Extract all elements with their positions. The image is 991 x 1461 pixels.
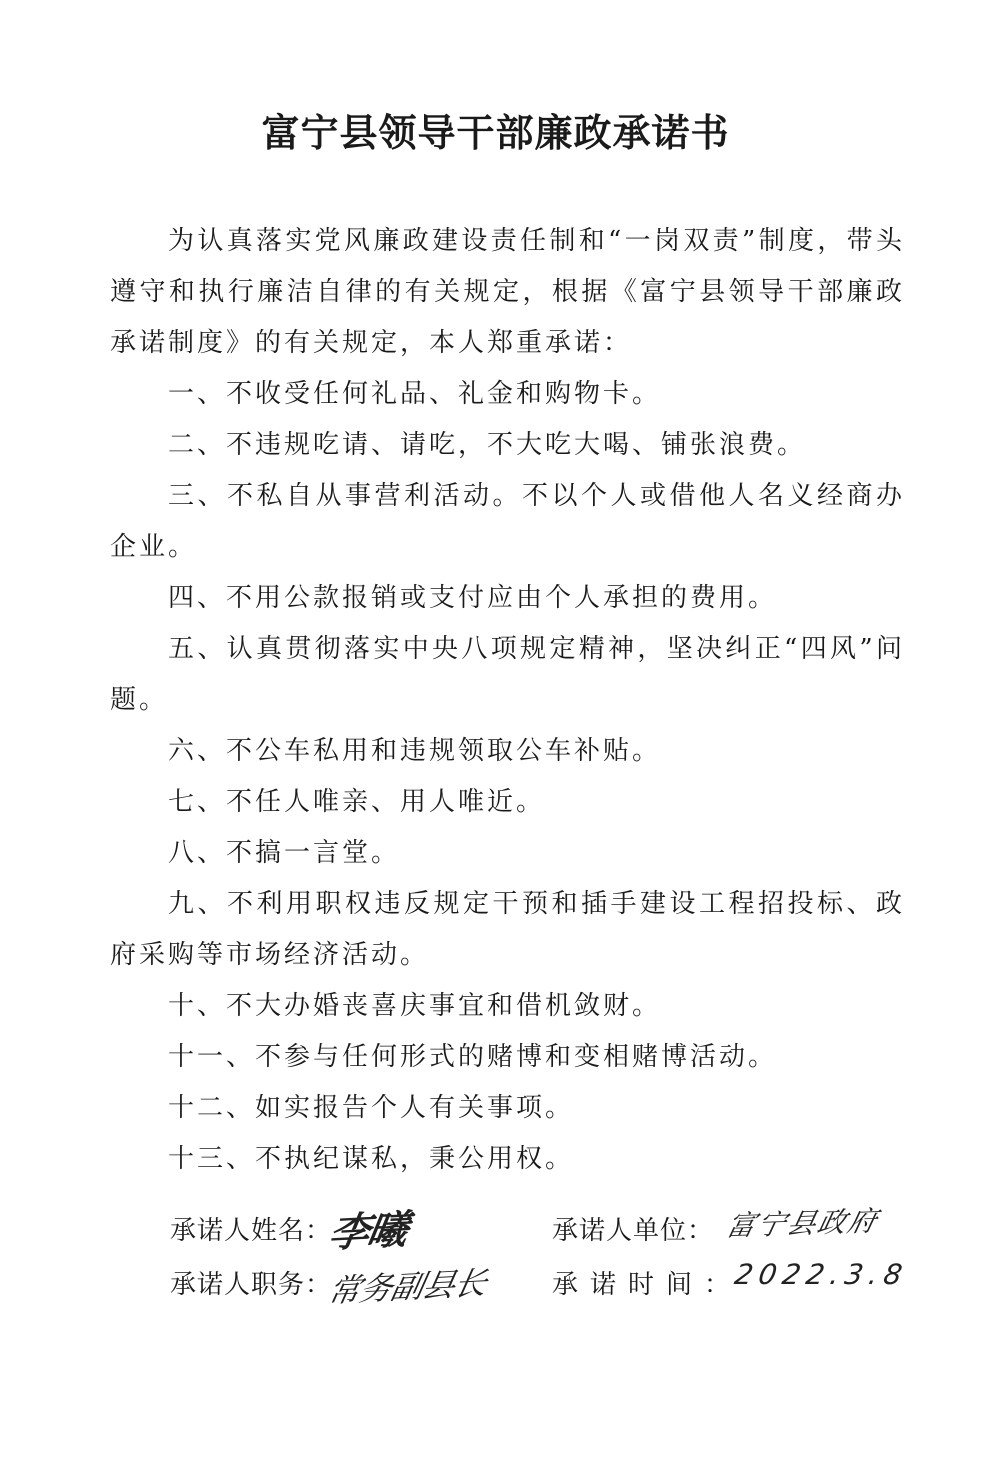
position-label: 承诺人职务： [170, 1270, 333, 1300]
time-label: 承诺时间： [552, 1270, 743, 1300]
commitment-item-1: 一、不收受任何礼品、礼金和购物卡。 [168, 379, 662, 409]
commitment-item-12: 十二、如实报告个人有关事项。 [168, 1093, 575, 1123]
commitment-body [110, 216, 905, 1185]
commitment-item-3: 三、不私自从事营利活动。不以个人或借他人名义经商办企业。 [110, 481, 905, 562]
unit-label: 承诺人单位： [552, 1216, 715, 1246]
handwritten-position: 常务副县长 [324, 1263, 490, 1311]
signature-row-1 [0, 1204, 991, 1256]
document-title: 富宁县领导干部廉政承诺书 [261, 110, 730, 155]
commitment-item-10: 十、不大办婚丧喜庆事宜和借机敛财。 [168, 991, 662, 1021]
commitment-item-8: 八、不搞一言堂。 [168, 838, 401, 868]
commitment-item-11: 十一、不参与任何形式的赌博和变相赌博活动。 [168, 1042, 778, 1072]
handwritten-name: 李曦 [325, 1207, 410, 1257]
commitment-item-7: 七、不任人唯亲、用人唯近。 [168, 787, 546, 817]
commitment-item-9: 九、不利用职权违反规定干预和插手建设工程招投标、政府采购等市场经济活动。 [110, 889, 905, 970]
commitment-item-4: 四、不用公款报销或支付应由个人承担的费用。 [168, 583, 778, 613]
handwritten-unit: 富宁县政府 [723, 1204, 882, 1243]
commitment-item-6: 六、不公车私用和违规领取公车补贴。 [168, 736, 662, 766]
commitment-item-2: 二、不违规吃请、请吃，不大吃大喝、铺张浪费。 [168, 430, 807, 460]
handwritten-date: 2022.3.8 [732, 1258, 911, 1291]
commitment-item-13: 十三、不执纪谋私，秉公用权。 [168, 1144, 575, 1174]
name-label: 承诺人姓名： [170, 1216, 333, 1246]
commitment-item-5: 五、认真贯彻落实中央八项规定精神，坚决纠正“四风”问题。 [110, 634, 905, 715]
signature-row-2 [0, 1260, 991, 1312]
intro-paragraph: 为认真落实党风廉政建设责任制和“一岗双责”制度，带头遵守和执行廉洁自律的有关规定，根据《富宁县领导干部廉政承诺制度》的有关规定，本人郑重承诺： [110, 226, 905, 358]
